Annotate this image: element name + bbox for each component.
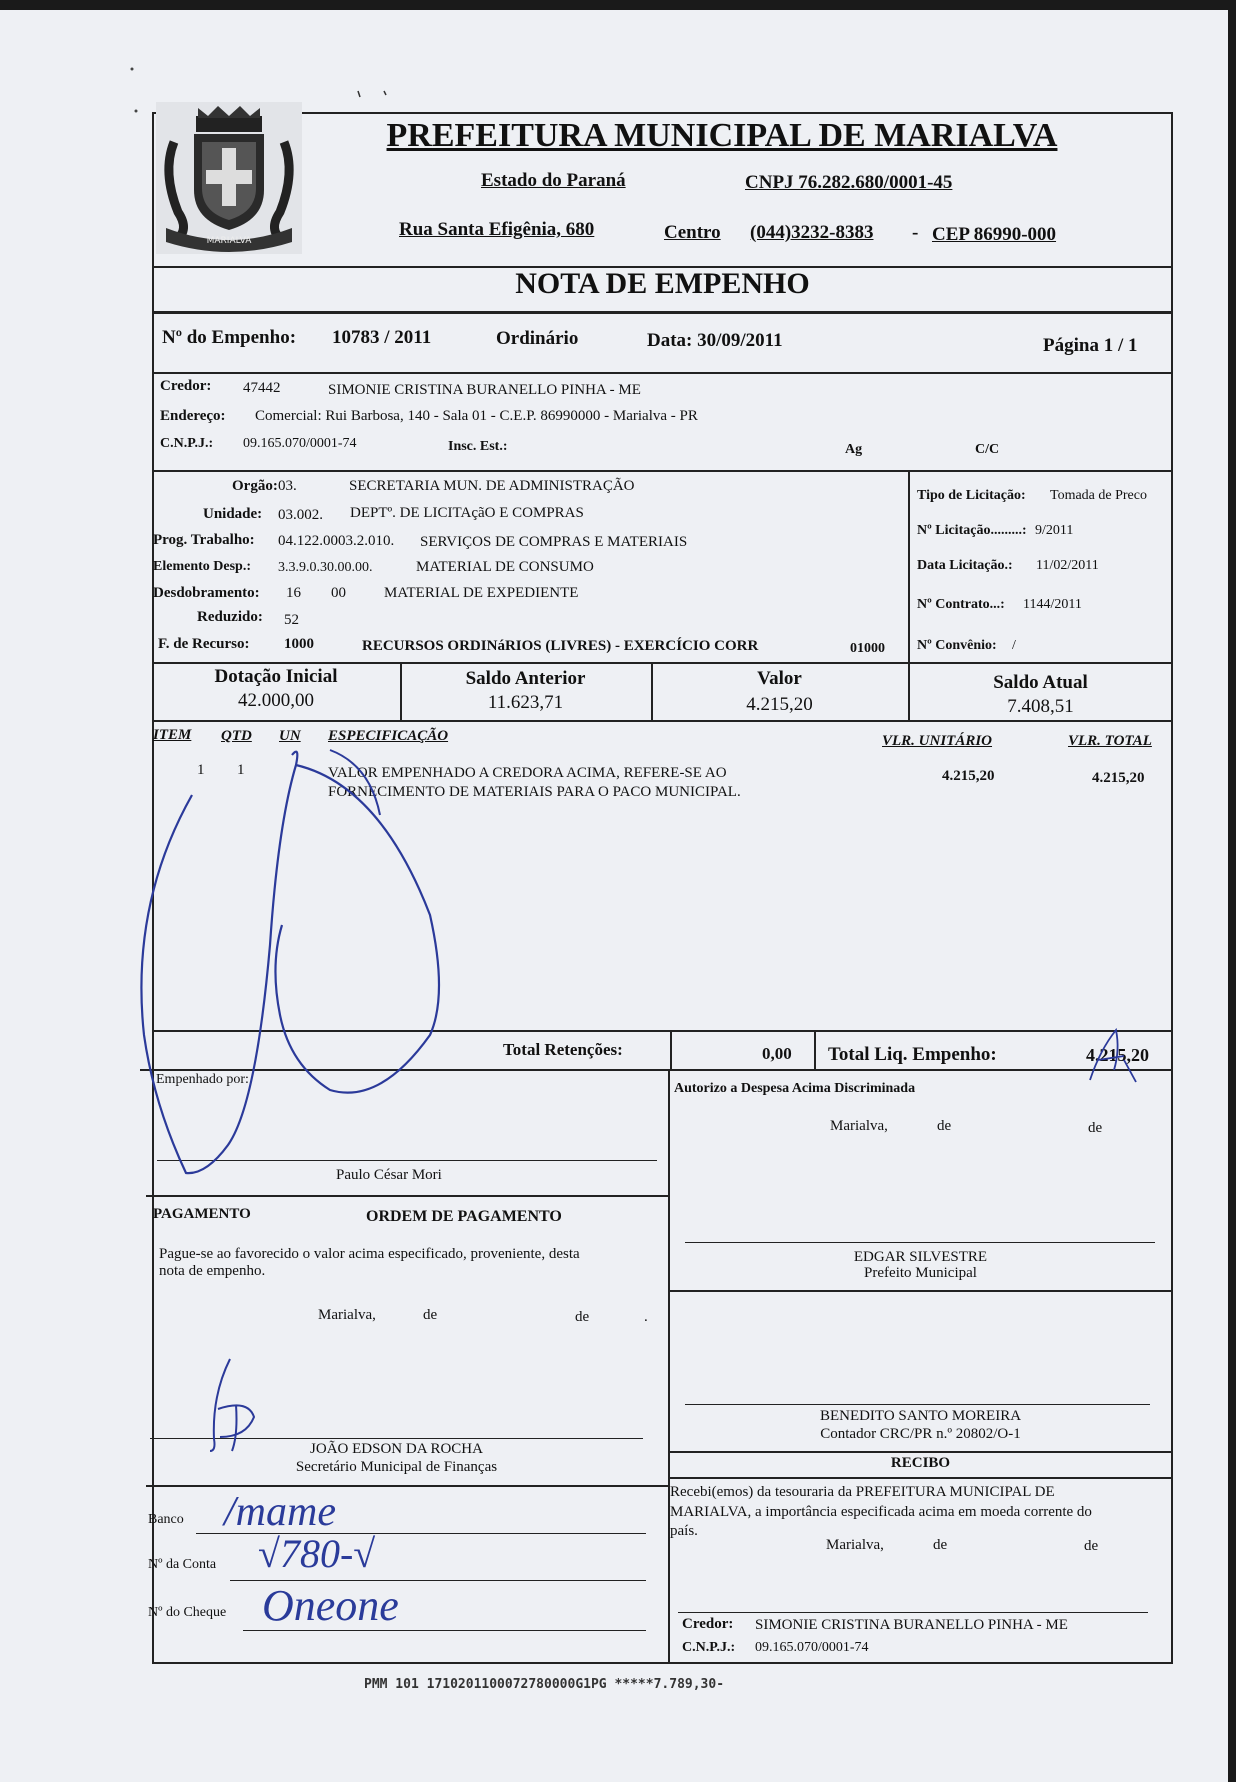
table-row-item: 1 [197,762,205,778]
signature-line [678,1612,1148,1613]
address-cep: CEP 86990-000 [932,224,1057,245]
valor-label: Valor [757,668,802,689]
orgao-code: 03. [278,478,297,494]
divider [146,1195,668,1197]
scan-top-edge [0,0,1236,10]
recurso-code2: 01000 [850,641,885,656]
desdob-value: MATERIAL DE EXPEDIENTE [384,585,579,601]
unidade-code: 03.002. [278,507,323,523]
divider [152,372,1173,374]
pagamento-de-1: de [423,1307,438,1323]
licitacao-data-label: Data Licitação.: [917,558,1013,573]
empenho-type: Ordinário [496,328,579,349]
col-vlr-unitario: VLR. UNITÁRIO [882,733,993,749]
tipo-licitacao-value: Tomada de Preco [1050,488,1147,503]
desdob-label: Desdobramento: [153,585,260,601]
doc-title: NOTA DE EMPENHO [515,267,810,300]
empenhado-label: Empenhado por: [156,1072,249,1087]
recibo-de-2: de [1084,1538,1099,1554]
recibo-text-1: Recebi(emos) da tesouraria da PREFEITURA MUNICIPAL DE [670,1484,1055,1500]
contador-nome: BENEDITO SANTO MOREIRA [819,1408,1022,1424]
table-row-desc-2: FORNECIMENTO DE MATERIAIS PARA O PACO MUNICIPAL. [328,784,741,800]
saldo-anterior-label: Saldo Anterior [465,668,586,689]
secretario-signature [190,1355,280,1455]
pagamento-de-2: de [575,1309,590,1325]
pagamento-text-2: nota de empenho. [159,1263,266,1279]
prog-value: SERVIÇOS DE COMPRAS E MATERIAIS [420,534,688,550]
table-row-qtd: 1 [237,762,245,778]
saldo-anterior-value: 11.623,71 [487,692,564,713]
col-un: UN [279,728,301,744]
prog-label: Prog. Trabalho: [153,532,255,548]
licitacao-numero-label: Nº Licitação.........: [917,523,1027,538]
liq-total-initials [1080,1020,1140,1090]
table-row-vlr-total: 4.215,20 [1092,770,1145,786]
retencoes-value: 0,00 [762,1044,792,1063]
address-phone: (044)3232-8383 [750,222,874,243]
divider [670,1030,672,1070]
banco-label: Banco [148,1512,184,1527]
reduzido-value: 52 [284,612,299,628]
recibo-text-2: MARIALVA, a importância especificada acima em moeda corrente do [670,1504,1092,1520]
valor-value: 4.215,20 [746,694,813,715]
recibo-de-1: de [933,1537,948,1553]
recurso-code: 1000 [284,636,314,652]
tipo-licitacao-label: Tipo de Licitação: [917,488,1026,503]
empenhado-nome: Paulo César Mori [336,1167,442,1183]
address-street: Rua Santa Efigênia, 680 [399,219,595,240]
reduzido-label: Reduzido: [197,609,263,625]
pagamento-ponto: . [644,1309,648,1325]
divider [668,1069,670,1664]
autorizo-de-1: de [937,1118,952,1134]
footer-stamp: PMM 101 1710201100072780000G1PG *****7.789,30- [364,1677,725,1692]
prefeitura-title: PREFEITURA MUNICIPAL DE MARIALVA [386,117,1058,154]
col-vlr-total: VLR. TOTAL [1068,733,1152,749]
retencoes-label: Total Retenções: [503,1040,623,1059]
estado: Estado do Paraná [481,170,626,191]
divider [152,311,1173,314]
contrato-label: Nº Contrato...: [917,597,1005,612]
elemento-label: Elemento Desp.: [153,559,251,574]
divider [814,1030,816,1070]
unidade-value: DEPTº. DE LICITAçãO E COMPRAS [350,505,584,521]
divider [668,1477,1173,1479]
prefeito-cargo: Prefeito Municipal [864,1265,977,1281]
desdob-code1: 16 [286,585,301,601]
divider [908,470,910,662]
elemento-code: 3.3.9.0.30.00.00. [278,560,373,575]
recibo-cnpj: 09.165.070/0001-74 [755,1640,869,1655]
cheque-handwritten: Oneone [262,1581,399,1630]
saldo-atual-value: 7.408,51 [1007,696,1074,717]
credor-name: SIMONIE CRISTINA BURANELLO PINHA - ME [328,382,641,398]
licitacao-numero-value: 9/2011 [1035,523,1074,538]
empenhado-signature [130,745,450,1185]
divider [152,720,1173,722]
scan-right-edge [1228,0,1236,1782]
signature-line [685,1242,1155,1243]
autorizo-label: Autorizo a Despesa Acima Discriminada [674,1081,916,1096]
divider [668,1290,1173,1292]
pagamento-label: PAGAMENTO [153,1206,251,1222]
empenho-label: Nº do Empenho: [162,327,297,348]
convenio-label: Nº Convênio: [917,638,997,653]
orgao-value: SECRETARIA MUN. DE ADMINISTRAÇÃO [349,478,635,494]
recibo-title: RECIBO [890,1455,951,1471]
total-liq-value: 4.215,20 [1086,1045,1149,1065]
col-especificacao: ESPECIFICAÇÃO [328,728,449,744]
contador-cargo: Contador CRC/PR n.º 20802/O-1 [820,1426,1021,1442]
recurso-value: RECURSOS ORDINáRIOS (LIVRES) - EXERCÍCIO CORR [362,638,759,654]
col-qtd: QTD [221,728,252,744]
licitacao-data-value: 11/02/2011 [1036,558,1099,573]
divider [152,470,1173,472]
divider [146,1485,668,1487]
col-item: ITEM [153,727,192,743]
desdob-code2: 00 [331,585,346,601]
dotacao-value: 42.000,00 [238,690,314,711]
contrato-value: 1144/2011 [1023,597,1082,612]
endereco-label: Endereço: [160,408,226,424]
stray-marks [100,55,440,135]
recurso-label: F. de Recurso: [158,636,250,652]
empenho-number: 10783 / 2011 [332,327,432,348]
credor-code: 47442 [243,380,281,396]
empenho-date: Data: 30/09/2011 [647,330,783,351]
divider [668,1451,1173,1453]
prefeito-nome: EDGAR SILVESTRE [853,1249,988,1265]
cheque-label: Nº do Cheque [148,1605,227,1620]
saldo-atual-label: Saldo Atual [993,672,1088,693]
pagamento-text-1: Pague-se ao favorecido o valor acima especificado, proveniente, desta [159,1246,580,1262]
pagamento-local: Marialva, [318,1307,376,1323]
banco-handwritten: /mame [224,1489,336,1535]
secretario-nome: JOÃO EDSON DA ROCHA [310,1441,483,1457]
secretario-cargo: Secretário Municipal de Finanças [295,1459,498,1475]
recibo-text-3: país. [670,1523,698,1539]
credor-label: Credor: [160,378,212,394]
page-number: Página 1 / 1 [1043,335,1138,356]
convenio-value: / [1012,638,1016,653]
prog-code: 04.122.0003.2.010. [278,533,395,549]
total-liq-label: Total Liq. Empenho: [828,1044,997,1065]
elemento-value: MATERIAL DE CONSUMO [416,559,594,575]
divider [152,662,1173,664]
prefeitura-cnpj: CNPJ 76.282.680/0001-45 [745,172,953,193]
autorizo-de-2: de [1088,1120,1103,1136]
credor-cnpj: 09.165.070/0001-74 [243,436,357,451]
endereco: Comercial: Rui Barbosa, 140 - Sala 01 - C.E.P. 86990000 - Marialva - PR [255,408,698,424]
recibo-credor: SIMONIE CRISTINA BURANELLO PINHA - ME [755,1617,1068,1633]
svg-text:MARIALVA: MARIALVA [206,236,252,246]
conta-handwritten: √780-√ [258,1531,376,1576]
recibo-local: Marialva, [826,1537,884,1553]
address-dash: - [912,222,919,243]
conta-label: Nº da Conta [148,1557,217,1572]
ag-label: Ag [845,442,863,457]
recibo-cnpj-label: C.N.P.J.: [682,1640,736,1655]
insc-label: Insc. Est.: [448,439,508,454]
signature-line [685,1404,1150,1405]
unidade-label: Unidade: [203,506,263,522]
address-district: Centro [664,222,721,243]
cc-label: C/C [975,442,1000,457]
table-row-desc-1: VALOR EMPENHADO A CREDORA ACIMA, REFERE-SE AO [328,765,727,781]
cnpj-label: C.N.P.J.: [160,436,214,451]
dotacao-label: Dotação Inicial [214,666,338,687]
table-row-vlr-unit: 4.215,20 [942,768,995,784]
recibo-credor-label: Credor: [682,1616,734,1632]
ordem-pagamento: ORDEM DE PAGAMENTO [366,1208,562,1225]
autorizo-local: Marialva, [830,1118,888,1134]
orgao-label: Orgão: [232,478,278,494]
